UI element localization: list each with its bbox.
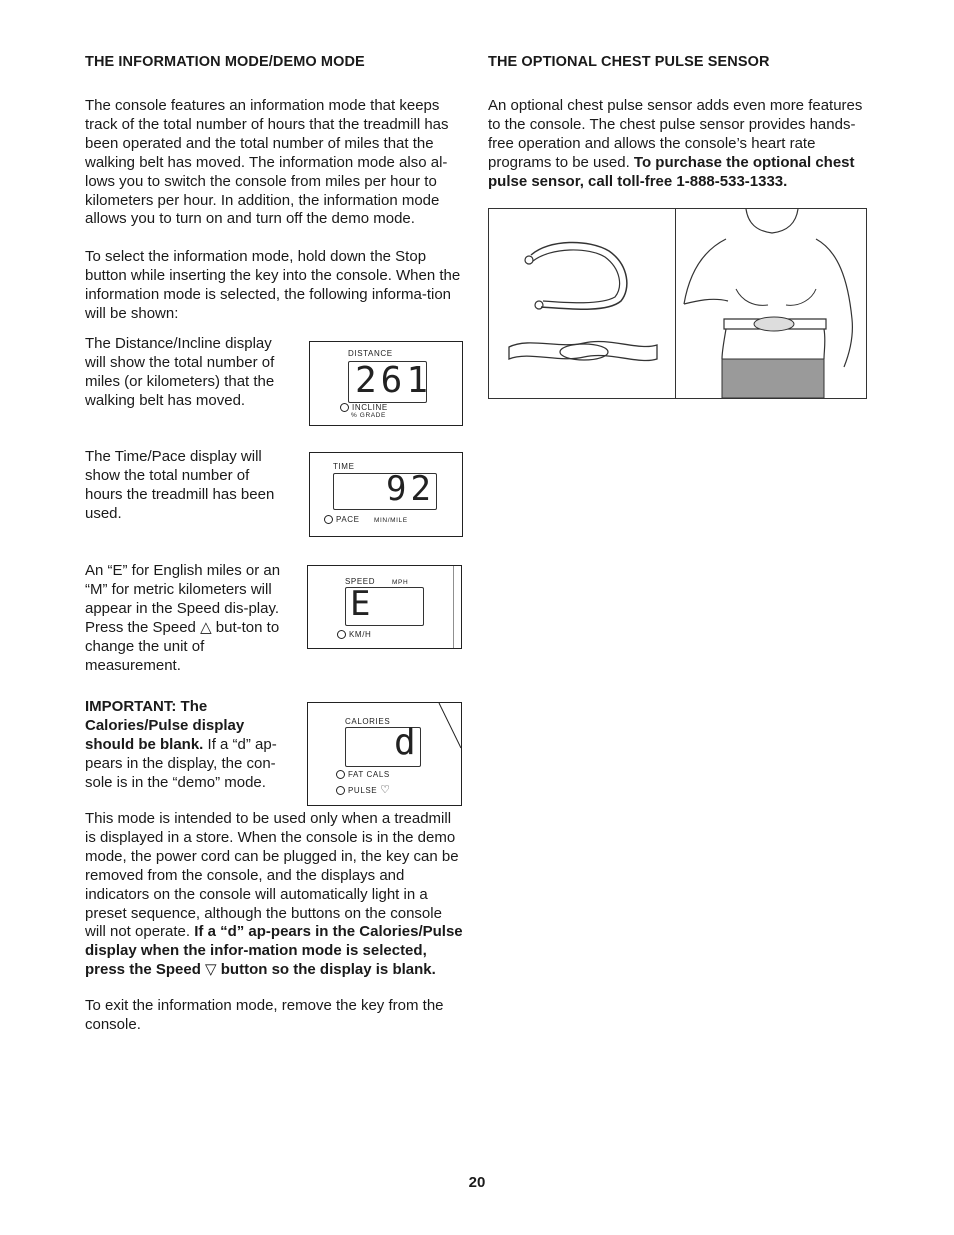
distance-label: DISTANCE xyxy=(348,349,393,358)
speed-up-icon: △ xyxy=(200,619,212,636)
indicator-light-icon xyxy=(340,403,349,412)
distance-screen xyxy=(348,360,433,403)
left-column xyxy=(85,54,465,343)
chest-sensor-heading: THE OPTIONAL CHEST PULSE SENSOR xyxy=(488,54,770,70)
speed-down-icon: ▽ xyxy=(205,961,217,979)
speed-label: SPEED xyxy=(345,577,376,586)
info-mode-intro: The console features an information mode that keeps track of the total number of hours that the treadmill has been operated and the total number of miles that the walking belt has moved. The information mode also al-lows you to switch the console from miles per hour to kilometers per hour. In addition, the information mode allows you to turn on and turn off the demo mode. xyxy=(85,97,449,228)
calories-screen xyxy=(345,722,421,767)
incline-indicator: INCLINE xyxy=(340,403,388,412)
pulse-indicator: PULSE ♡ xyxy=(336,783,391,796)
time-description: The Time/Pace display will show the total number of hours the treadmill has been used. xyxy=(85,448,275,522)
right-column xyxy=(488,54,873,192)
speed-description: An “E” for English miles or an “M” for metric kilometers will appear in the Speed dis-play. Press the Speed △ but-ton to change the unit of measurement. xyxy=(85,562,281,674)
calories-display xyxy=(307,702,462,806)
chest-sensor-text: An optional chest pulse sensor adds even more features to the console. The chest pulse sensor provides hands-free operation and allows the console’s heart rate programs to be used. To purchase the optional chest pulse sensor, call toll-free 1-888-533-1333. xyxy=(488,97,863,190)
calories-label: CALORIES xyxy=(345,717,391,726)
distance-description: The Distance/Incline display will show the total number of miles (or kilometers) that the walking belt has moved. xyxy=(85,335,275,409)
demo-mode-text: This mode is intended to be used only when a treadmill is displayed in a store. When the console is in the demo mode, the power cord can be plugged in, the key can be removed from the console, and the displays and indicators on the console will automatically light in a preset sequence, although the buttons on the console will not operate. If a “d” ap-pears in the Calories/Pulse display when the infor-mation mode is selected, press the Speed ▽ button so the display is blank. To exit the information mode, remove the key from the console. xyxy=(85,810,465,1035)
calories-value: d xyxy=(394,722,416,763)
chest-sensor-figure xyxy=(488,208,867,399)
pace-indicator: PACE xyxy=(324,515,360,524)
indicator-light-icon xyxy=(324,515,333,524)
display-edge-line xyxy=(453,566,461,648)
speed-screen xyxy=(345,584,424,626)
mph-label: MPH xyxy=(392,579,409,586)
time-display xyxy=(309,452,463,537)
speed-display xyxy=(307,565,462,649)
kmh-indicator: KM/H xyxy=(337,630,371,639)
page-number: 20 xyxy=(468,1174,486,1191)
info-mode-select: To select the information mode, hold down the Stop button while inserting the key into the console. When the information mode is selected, the following informa-tion will be shown: xyxy=(85,248,461,323)
speed-value: E xyxy=(350,584,371,624)
fat-cals-indicator: FAT CALS xyxy=(336,770,390,779)
distance-value: 261 xyxy=(355,360,433,401)
time-label: TIME xyxy=(333,462,355,471)
time-value: 92 xyxy=(386,469,435,509)
min-mile-label: MIN/MILE xyxy=(374,517,408,524)
distance-display xyxy=(309,341,463,426)
indicator-light-icon xyxy=(336,786,345,795)
person-wearing-strap-illustration xyxy=(676,209,866,398)
indicator-light-icon xyxy=(337,630,346,639)
important-note: IMPORTANT: The Calories/Pulse display should be blank. If a “d” ap-pears in the display, the con-sole is in the “demo” mode. xyxy=(85,698,277,791)
time-screen xyxy=(333,469,437,510)
exit-info-mode-text: To exit the information mode, remove the key from the console. xyxy=(85,997,444,1034)
info-mode-heading: THE INFORMATION MODE/DEMO MODE xyxy=(85,54,365,70)
grade-label: % GRADE xyxy=(351,412,386,419)
indicator-light-icon xyxy=(336,770,345,779)
heart-icon: ♡ xyxy=(380,784,391,796)
chest-strap-illustration xyxy=(489,209,675,398)
